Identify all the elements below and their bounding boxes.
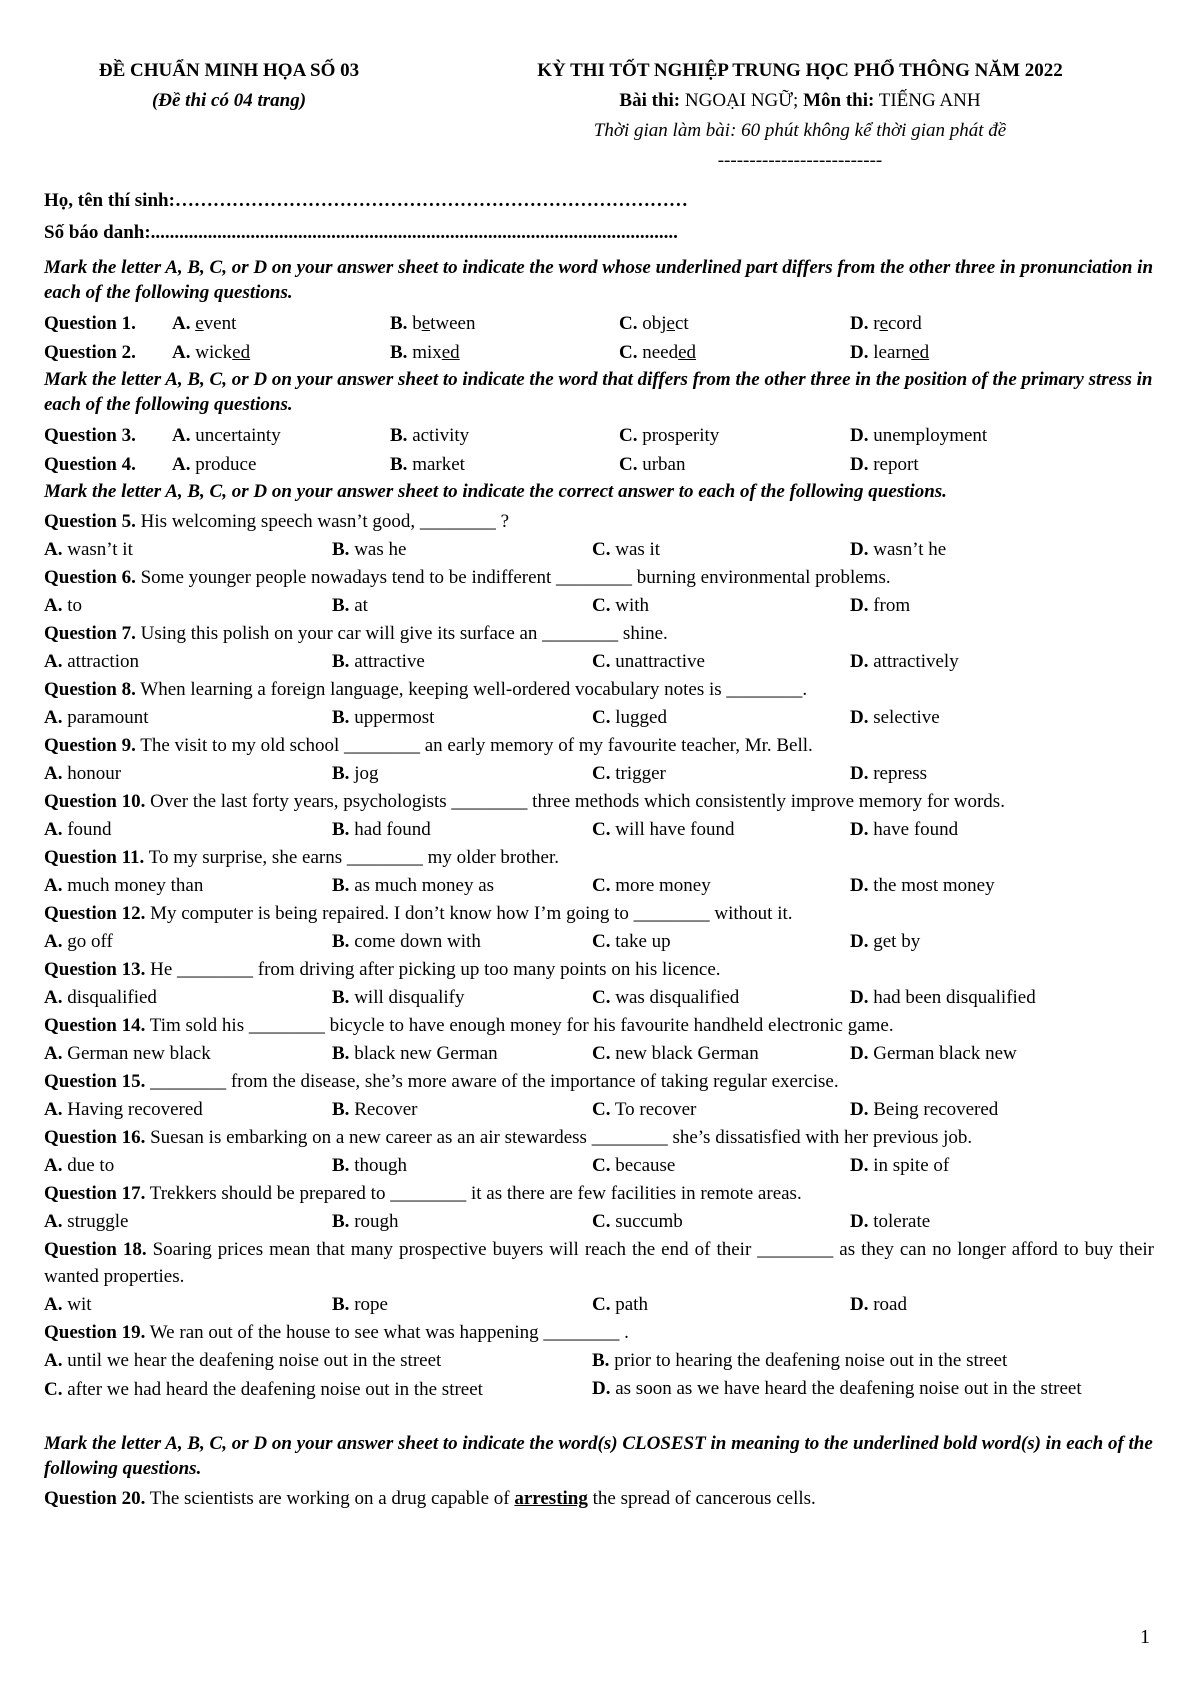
option-c: C. needed <box>619 342 697 363</box>
option-a: A. produce <box>172 454 257 475</box>
question-14-options <box>44 1039 1154 1068</box>
question-9-stem: Question 9. The visit to my old school ________ an early memory of my favourite teacher, Mr. Bell. <box>44 735 813 756</box>
option-c: C. with <box>592 595 650 616</box>
option-d: D. record <box>850 313 922 334</box>
option-c: C. prosperity <box>619 425 720 446</box>
option-a: A. struggle <box>44 1211 129 1232</box>
option-a: A. attraction <box>44 651 139 672</box>
question-number: Question 4. <box>44 454 136 475</box>
instruction-pronunciation: Mark the letter A, B, C, or D on your answer sheet to indicate the word whose underlined part differs from the other three in pronunciation in each of the following questions. <box>44 257 1154 303</box>
option-b: B. attractive <box>332 651 425 672</box>
option-b: B. activity <box>390 425 470 446</box>
question-16-options <box>44 1151 1154 1180</box>
option-b: B. though <box>332 1155 407 1176</box>
option-a: A. Having recovered <box>44 1099 203 1120</box>
option-b: B. jog <box>332 763 379 784</box>
option-b: B. rough <box>332 1211 399 1232</box>
option-c: C. after we had heard the deafening noise out in the street <box>44 1379 483 1400</box>
option-b: B. will disqualify <box>332 987 465 1008</box>
option-b: B. mixed <box>390 342 460 363</box>
exam-title: KỲ THI TỐT NGHIỆP TRUNG HỌC PHỔ THÔNG NĂM 2022 <box>537 60 1063 81</box>
option-a: A. due to <box>44 1155 115 1176</box>
option-a: A. disqualified <box>44 987 157 1008</box>
question-19-stem: Question 19. We ran out of the house to see what was happening ________ . <box>44 1322 629 1343</box>
option-a: A. wit <box>44 1294 92 1315</box>
question-13-stem: Question 13. He ________ from driving after picking up too many points on his licence. <box>44 959 721 980</box>
instruction-correct: Mark the letter A, B, C, or D on your answer sheet to indicate the correct answer to each of the following questions. <box>44 481 947 502</box>
page-number: 1 <box>1140 1626 1150 1648</box>
question-17-options <box>44 1207 1154 1236</box>
option-c: C. lugged <box>592 707 667 728</box>
question-8-options <box>44 703 1154 732</box>
option-d: D. road <box>850 1294 907 1315</box>
exam-subject: Bài thi: NGOẠI NGỮ; Môn thi: TIẾNG ANH <box>619 90 981 111</box>
option-a: A. wicked <box>172 342 251 363</box>
option-a: A. wasn’t it <box>44 539 133 560</box>
option-d: D. learned <box>850 342 930 363</box>
question-20-stem: Question 20. The scientists are working on a drug capable of arresting the spread of cancerous cells. <box>44 1488 816 1509</box>
page-count-note: (Đề thi có 04 trang) <box>151 90 307 111</box>
instruction-stress: Mark the letter A, B, C, or D on your answer sheet to indicate the word that differs from the other three in the position of the primary stress in each of the following questions. <box>44 369 1153 415</box>
question-number: Question 1. <box>44 313 136 334</box>
option-a: A. German new black <box>44 1043 211 1064</box>
option-d: D. wasn’t he <box>850 539 947 560</box>
question-14-stem: Question 14. Tim sold his ________ bicycle to have enough money for his favourite handheld electronic game. <box>44 1015 894 1036</box>
option-a: A. paramount <box>44 707 149 728</box>
option-d: D. in spite of <box>850 1155 950 1176</box>
option-d: D. had been disqualified <box>850 987 1036 1008</box>
option-b: B. prior to hearing the deafening noise out in the street <box>592 1350 1008 1371</box>
question-7-options <box>44 647 1154 676</box>
question-18-stem: Question 18. Soaring prices mean that many prospective buyers will reach the end of their ________ as they can no longer afford to buy their wanted properties. <box>44 1239 1154 1287</box>
question-10-stem: Question 10. Over the last forty years, psychologists ________ three methods which consistently improve memory for words. <box>44 791 1005 812</box>
exam-time: Thời gian làm bài: 60 phút không kể thời gian phát đề <box>593 120 1007 141</box>
option-b: B. was he <box>332 539 407 560</box>
target-word: arresting <box>514 1488 588 1509</box>
question-2 <box>44 338 1154 367</box>
option-d: D. get by <box>850 931 921 952</box>
option-d: D. German black new <box>850 1043 1017 1064</box>
option-a: A. uncertainty <box>172 425 281 446</box>
question-19-options-ab <box>44 1346 1154 1375</box>
option-c: C. trigger <box>592 763 666 784</box>
option-a: A. go off <box>44 931 113 952</box>
option-a: A. found <box>44 819 112 840</box>
option-b: B. market <box>390 454 465 475</box>
option-c: C. succumb <box>592 1211 683 1232</box>
option-d: D. report <box>850 454 919 475</box>
option-a: A. to <box>44 595 83 616</box>
question-5-options <box>44 535 1154 564</box>
exam-code-title: ĐỀ CHUẨN MINH HỌA SỐ 03 <box>98 60 360 81</box>
option-d: D. unemployment <box>850 425 988 446</box>
option-d: D. have found <box>850 819 959 840</box>
question-6-stem: Question 6. Some younger people nowadays tend to be indifferent ________ burning environmental problems. <box>44 567 891 588</box>
option-a: A. event <box>172 313 237 334</box>
question-11-stem: Question 11. To my surprise, she earns ________ my older brother. <box>44 847 559 868</box>
option-c: C. because <box>592 1155 676 1176</box>
question-number: Question 3. <box>44 425 136 446</box>
option-a: A. honour <box>44 763 122 784</box>
option-b: B. come down with <box>332 931 481 952</box>
question-10-options <box>44 815 1154 844</box>
option-d: D. tolerate <box>850 1211 931 1232</box>
option-b: B. rope <box>332 1294 388 1315</box>
option-c: C. was it <box>592 539 661 560</box>
option-d: D. from <box>850 595 911 616</box>
option-d: D. as soon as we have heard the deafening noise out in the street <box>592 1378 1082 1399</box>
question-6-options <box>44 591 1154 620</box>
option-c: C. To recover <box>592 1099 697 1120</box>
option-c: C. will have found <box>592 819 735 840</box>
instruction-closest: Mark the letter A, B, C, or D on your answer sheet to indicate the word(s) CLOSEST in meaning to the underlined bold word(s) in each of the following questions. <box>44 1433 1153 1479</box>
option-c: C. was disqualified <box>592 987 740 1008</box>
question-7-stem: Question 7. Using this polish on your car will give its surface an ________ shine. <box>44 623 668 644</box>
question-18-options <box>44 1290 1154 1319</box>
option-c: C. urban <box>619 454 686 475</box>
header-right <box>450 56 1150 176</box>
option-b: B. as much money as <box>332 875 495 896</box>
question-19-options-cd <box>44 1375 1154 1431</box>
option-c: C. object <box>619 313 689 334</box>
option-d: D. the most money <box>850 875 995 896</box>
candidate-id-field: Số báo danh:............................................................................................................... <box>44 222 678 243</box>
option-c: C. more money <box>592 875 711 896</box>
questions-section <box>44 255 1154 1512</box>
option-c: C. unattractive <box>592 651 705 672</box>
question-3 <box>44 421 1154 450</box>
option-d: D. repress <box>850 763 928 784</box>
option-b: B. uppermost <box>332 707 435 728</box>
question-11-options <box>44 871 1154 900</box>
option-c: C. take up <box>592 931 671 952</box>
question-1 <box>44 309 1154 338</box>
question-17-stem: Question 17. Trekkers should be prepared to ________ it as there are few facilities in remote areas. <box>44 1183 802 1204</box>
question-8-stem: Question 8. When learning a foreign language, keeping well-ordered vocabulary notes is ________. <box>44 679 808 700</box>
option-a: A. until we hear the deafening noise out in the street <box>44 1350 442 1371</box>
question-4 <box>44 450 1154 479</box>
option-d: D. attractively <box>850 651 959 672</box>
header-divider: -------------------------- <box>717 150 883 171</box>
question-12-stem: Question 12. My computer is being repaired. I don’t know how I’m going to ________ without it. <box>44 903 793 924</box>
option-b: B. at <box>332 595 368 616</box>
candidate-name-field: Họ, tên thí sinh:……………………………………………………………………… <box>44 190 688 211</box>
option-b: B. black new German <box>332 1043 498 1064</box>
question-number: Question 2. <box>44 342 136 363</box>
option-a: A. much money than <box>44 875 204 896</box>
question-15-options <box>44 1095 1154 1124</box>
question-12-options <box>44 927 1154 956</box>
question-15-stem: Question 15. ________ from the disease, she’s more aware of the importance of taking regular exercise. <box>44 1071 839 1092</box>
option-c: C. new black German <box>592 1043 759 1064</box>
option-b: B. between <box>390 313 476 334</box>
question-16-stem: Question 16. Suesan is embarking on a new career as an air stewardess ________ she’s dissatisfied with her previous job. <box>44 1127 973 1148</box>
header-left <box>44 56 414 116</box>
option-d: D. Being recovered <box>850 1099 999 1120</box>
question-9-options <box>44 759 1154 788</box>
option-d: D. selective <box>850 707 940 728</box>
question-5-stem: Question 5. His welcoming speech wasn’t good, ________ ? <box>44 511 510 532</box>
option-b: B. had found <box>332 819 431 840</box>
option-c: C. path <box>592 1294 648 1315</box>
option-b: B. Recover <box>332 1099 418 1120</box>
question-13-options <box>44 983 1154 1012</box>
